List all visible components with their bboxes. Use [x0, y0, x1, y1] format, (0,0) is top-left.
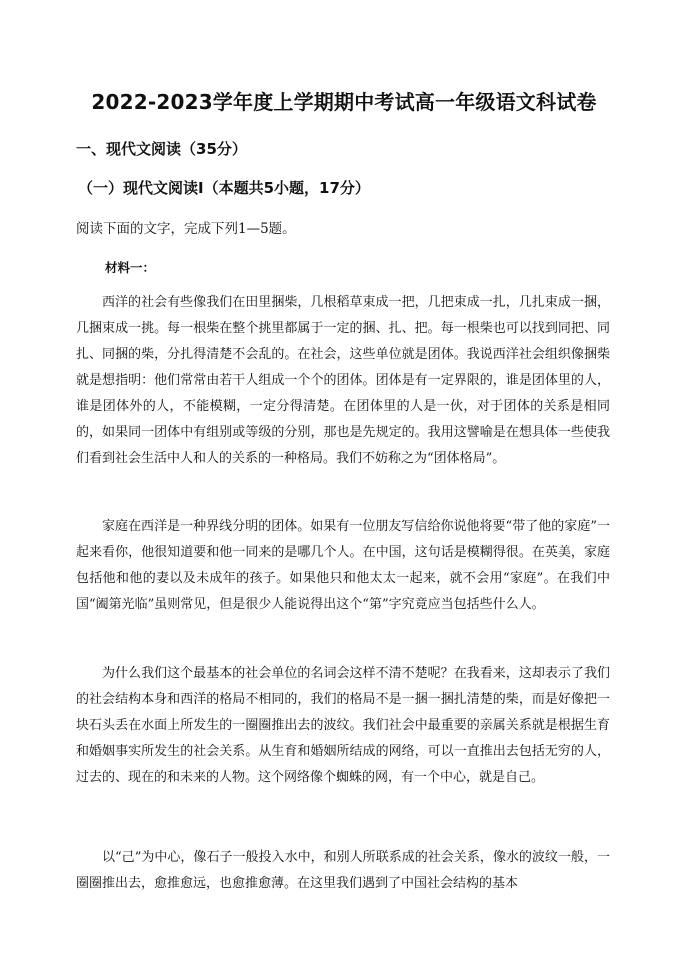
exam-title: 2022-2023学年度上学期期中考试高一年级语文科试卷	[91, 90, 597, 114]
paragraph: 西洋的社会有些像我们在田里捆柴，几根稻草束成一把，几把束成一扎，几扎束成一捆，几捆束成一挑。每一根柴在整个挑里都属于一定的捆、扎、把。每一根柴也可以找到同把、同扎、同捆的柴，分扎得清楚不会乱的。在社会，这些单位就是团体。我说西洋社会组织像捆柴就是想指明：他们常常由若干人组成一个个的团体。团体是有一定界限的，谁是团体里的人，谁是团体外的人，不能模糊，一定分得清楚。在团体里的人是一伙，对于团体的关系是相同的，如果同一团体中有组别或等级的分别，那也是先规定的。我用这譬喻是在想具体一些使我们看到社会生活中人和人的关系的一种格局。我们不妨称之为“团体格局”。	[76, 295, 610, 466]
section-heading-2: （一）现代文阅读Ⅰ（本题共5小题，17分）	[78, 179, 370, 197]
paragraph: 家庭在西洋是一种界线分明的团体。如果有一位朋友写信给你说他将要“带了他的家庭”一起来看你，他很知道要和他一同来的是哪几个人。在中国，这句话是模糊得很。在英美，家庭包括他和他的妻以及未成年的孩子。如果他只和他太太一起来，就不会用“家庭”。在我们中国“阖第光临”虽则常见，但是很少人能说得出这个“第”字究竟应当包括些什么人。	[76, 519, 610, 612]
paragraph: 以“己”为中心，像石子一般投入水中，和别人所联系成的社会关系，像水的波纹一般，一圈圈推出去，愈推愈远，也愈推愈薄。在这里我们遇到了中国社会结构的基本	[76, 850, 610, 891]
paragraph: 为什么我们这个最基本的社会单位的名词会这样不清不楚呢？在我看来，这却表示了我们的社会结构本身和西洋的格局不相同的，我们的格局不是一捆一捆扎清楚的柴，而是好像把一块石头丢在水面上所发生的一圈圈推出去的波纹。我们社会中最重要的亲属关系就是根据生育和婚姻事实所发生的社会关系。从生育和婚姻所结成的网络，可以一直推出去包括无穷的人，过去的、现在的和未来的人物。这个网络像个蜘蛛的网，有一个中心，就是自己。	[76, 666, 610, 785]
material-label: 材料一：	[105, 260, 156, 275]
section-heading-1: 一、现代文阅读（35分）	[76, 140, 247, 158]
reading-instruction: 阅读下面的文字，完成下列1—5题。	[76, 221, 296, 237]
